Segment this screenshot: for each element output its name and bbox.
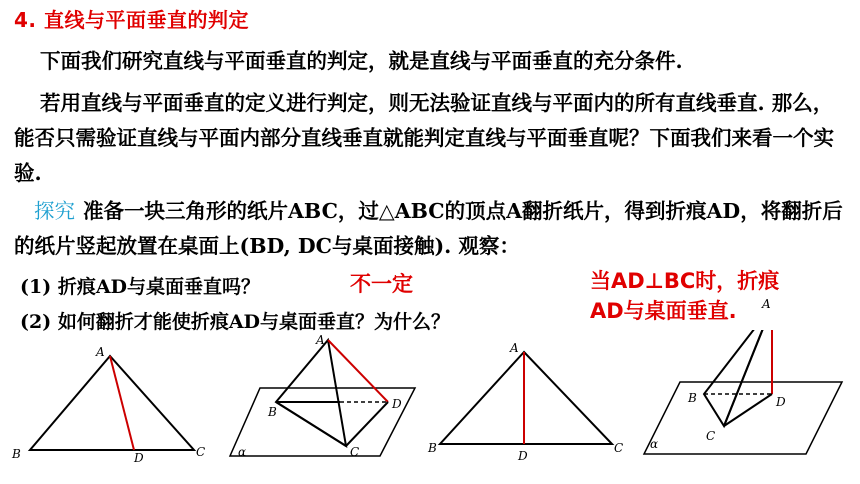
figure-3 bbox=[427, 341, 623, 463]
label-b-3: B bbox=[428, 441, 437, 455]
edge-dc-2 bbox=[346, 402, 388, 446]
explore-tag: 探究 bbox=[34, 199, 75, 223]
label-a-3: A bbox=[510, 341, 519, 355]
answer-1: 不一定 bbox=[350, 272, 413, 296]
label-a-2: A bbox=[316, 333, 325, 347]
triangle-abc-3 bbox=[440, 352, 612, 444]
label-c-2: C bbox=[350, 445, 360, 459]
label-plane-4: α bbox=[650, 437, 659, 451]
label-d-2: D bbox=[392, 397, 402, 411]
label-a-1: A bbox=[96, 345, 105, 359]
explore-text: 准备一块三角形的纸片ABC，过△ABC的顶点A翻折纸片，得到折痕AD，将翻折后的纸片竖起放置在桌面上(BD, DC与桌面接触). 观察： bbox=[14, 199, 843, 258]
label-b-1: B bbox=[12, 447, 21, 461]
label-c-4: C bbox=[706, 429, 716, 443]
label-d-4: D bbox=[776, 395, 786, 409]
figures-area bbox=[0, 330, 860, 484]
plane-2 bbox=[230, 388, 415, 456]
figure-2 bbox=[230, 333, 415, 459]
label-plane-2: α bbox=[238, 445, 247, 459]
paragraph-1: 下面我们研究直线与平面垂直的判定，就是直线与平面垂直的充分条件. bbox=[40, 49, 683, 73]
paragraph-2: 若用直线与平面垂直的定义进行判定，则无法验证直线与平面内的所有直线垂直. 那么，能否只需验证直线与平面内部分直线垂直就能判定直线与平面垂直呢？下面我们来看一个实验. bbox=[14, 91, 834, 185]
edge-ac-4 bbox=[724, 330, 772, 426]
edge-bc-2 bbox=[276, 402, 346, 446]
label-b-2: B bbox=[268, 405, 277, 419]
label-b-4: B bbox=[688, 391, 697, 405]
label-c-3: C bbox=[614, 441, 624, 455]
label-a-4: A bbox=[762, 297, 771, 311]
figure-1 bbox=[11, 345, 205, 465]
answer-2 bbox=[590, 266, 779, 326]
triangle-abc-1 bbox=[30, 356, 194, 450]
question-1: (1) 折痕AD与桌面垂直吗？ bbox=[20, 276, 261, 298]
face-abd-2 bbox=[276, 340, 346, 446]
face-abc-4 bbox=[704, 330, 772, 426]
label-d-1: D bbox=[134, 451, 144, 465]
answer-2-line-1: 当AD⊥BC时，折痕 bbox=[590, 269, 780, 293]
explore-paragraph bbox=[14, 194, 848, 264]
figure-4 bbox=[644, 330, 842, 454]
section-heading: 4. 直线与平面垂直的判定 bbox=[14, 8, 249, 32]
label-d-3: D bbox=[518, 449, 528, 463]
question-2: (2) 如何翻折才能使折痕AD与桌面垂直？为什么？ bbox=[20, 311, 451, 333]
label-c-1: C bbox=[196, 445, 206, 459]
plane-4 bbox=[644, 382, 842, 454]
answer-2-line-2: AD与桌面垂直. bbox=[590, 299, 737, 323]
